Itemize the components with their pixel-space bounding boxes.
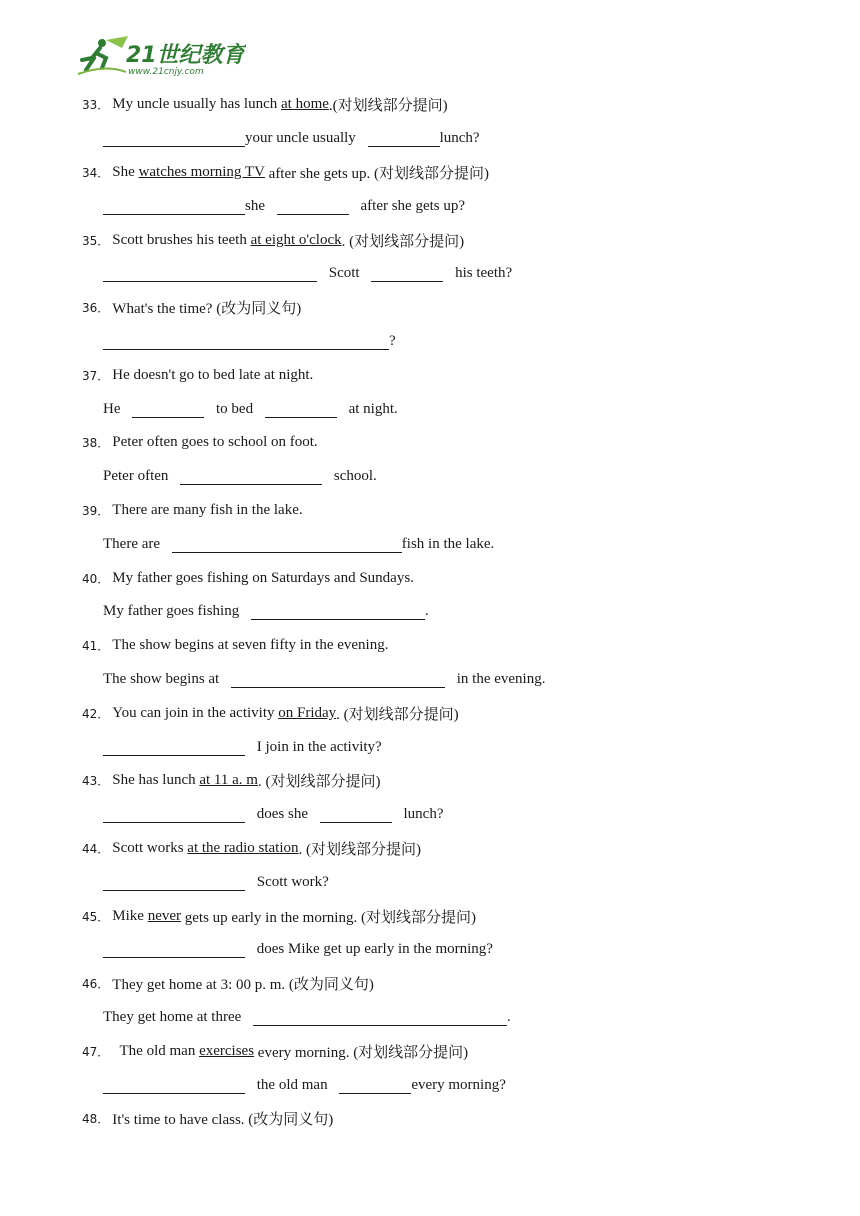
text-segment: He doesn't go to bed late at night. <box>112 366 314 383</box>
answer-line <box>82 865 782 899</box>
text-segment: his teeth? <box>451 265 513 282</box>
text-segment: My father goes fishing on Saturdays and Sundays. <box>112 569 414 586</box>
answer-blank[interactable] <box>103 198 245 215</box>
question-number: 43． <box>82 774 110 789</box>
svg-text:21世纪教育: 21世纪教育 <box>126 43 245 68</box>
svg-text:www.21cnjy.com: www.21cnjy.com <box>128 67 204 77</box>
question-number: 37． <box>82 368 110 383</box>
question-line <box>82 223 782 257</box>
text-segment: at night. <box>344 400 398 417</box>
text-segment: She has lunch <box>112 772 200 789</box>
answer-blank[interactable] <box>132 401 204 418</box>
question-number: 34． <box>82 165 110 180</box>
underlined-target-text: never <box>147 907 182 924</box>
underlined-target-text: on Friday <box>278 704 337 721</box>
underlined-target-text: at eight o'clock <box>250 231 342 248</box>
answer-blank[interactable] <box>172 536 402 553</box>
text-segment: They get home at 3: 00 p. m. (改为同义句) <box>112 977 374 994</box>
text-segment: Mike <box>112 907 148 924</box>
answer-blank[interactable] <box>180 468 322 485</box>
question-line <box>82 629 782 663</box>
text-segment: The show begins at seven fifty in the evening. <box>112 637 389 654</box>
text-segment: It's time to have class. (改为同义句) <box>112 1112 334 1129</box>
text-segment: . <box>507 1008 511 1025</box>
question-number: 36． <box>82 301 110 316</box>
text-segment: gets up early in the morning. (对划线部分提问) <box>181 909 476 926</box>
answer-line <box>82 392 782 426</box>
question-line <box>82 291 782 325</box>
answer-line <box>82 527 782 561</box>
text-segment: to bed <box>212 400 257 417</box>
question-line <box>82 967 782 1001</box>
text-segment: your uncle usually <box>245 130 360 147</box>
text-segment: He <box>103 400 125 417</box>
text-segment: she <box>245 197 269 214</box>
text-segment: What's the time? (改为同义句) <box>112 301 302 318</box>
question-number: 38． <box>82 436 110 451</box>
text-segment: lunch? <box>439 130 480 147</box>
answer-blank[interactable] <box>253 1009 507 1026</box>
answer-blank[interactable] <box>320 806 392 823</box>
question-number: 42． <box>82 706 110 721</box>
underlined-target-text: at 11 a. m <box>199 772 258 789</box>
question-line <box>82 156 782 190</box>
text-segment: Peter often goes to school on foot. <box>112 434 318 451</box>
text-segment: after she gets up? <box>356 197 466 214</box>
answer-line <box>82 325 782 359</box>
text-segment: My father goes fishing <box>103 603 243 620</box>
text-segment: does she <box>253 806 312 823</box>
text-segment: You can join in the activity <box>112 704 279 721</box>
text-segment: .(对划线部分提问) <box>328 98 448 115</box>
text-segment: I join in the activity? <box>253 738 382 755</box>
answer-blank[interactable] <box>368 130 440 147</box>
question-number: 35． <box>82 233 110 248</box>
text-segment: ? <box>389 332 396 349</box>
answer-blank[interactable] <box>251 603 425 620</box>
answer-blank[interactable] <box>231 671 445 688</box>
answer-blank[interactable] <box>103 1077 245 1094</box>
answer-blank[interactable] <box>277 198 349 215</box>
text-segment: Scott work? <box>253 873 329 890</box>
answer-blank[interactable] <box>103 333 389 350</box>
text-segment: fish in the lake. <box>401 535 495 552</box>
question-line <box>82 832 782 866</box>
text-segment: . (对划线部分提问) <box>257 774 381 791</box>
question-number: 39． <box>82 503 110 518</box>
text-segment: . (对划线部分提问) <box>341 233 465 250</box>
answer-blank[interactable] <box>103 265 317 282</box>
question-line <box>82 88 782 122</box>
text-segment: There are many fish in the lake. <box>112 501 303 518</box>
question-number: 48． <box>82 1112 110 1127</box>
answer-blank[interactable] <box>371 265 443 282</box>
question-line <box>82 899 782 933</box>
text-segment: . (对划线部分提问) <box>298 841 421 858</box>
question-line <box>82 696 782 730</box>
answer-line <box>82 1001 782 1035</box>
answer-blank[interactable] <box>103 130 245 147</box>
text-segment: There are <box>103 535 164 552</box>
answer-line <box>82 663 782 697</box>
question-line <box>82 358 782 392</box>
question-line <box>82 1034 782 1068</box>
question-number: 33． <box>82 98 110 113</box>
question-line <box>82 426 782 460</box>
question-line <box>82 494 782 528</box>
text-segment: the old man <box>253 1076 332 1093</box>
text-segment: The show begins at <box>103 670 223 687</box>
text-segment: every morning. (对划线部分提问) <box>254 1044 469 1061</box>
question-number: 45． <box>82 909 110 924</box>
text-segment: every morning? <box>411 1076 506 1093</box>
underlined-target-text: watches morning TV <box>138 163 265 180</box>
answer-blank[interactable] <box>103 806 245 823</box>
text-segment: lunch? <box>399 806 444 823</box>
question-line <box>82 1102 782 1136</box>
text-segment: . <box>424 603 429 620</box>
answer-line <box>82 798 782 832</box>
text-segment: school. <box>330 468 377 485</box>
underlined-target-text: at the radio station <box>187 839 299 856</box>
question-number: 47． <box>82 1044 110 1059</box>
answer-line <box>82 1068 782 1102</box>
text-segment: . (对划线部分提问) <box>336 706 459 723</box>
logo-runner-icon <box>76 34 246 78</box>
text-segment: Scott works <box>112 839 188 856</box>
question-line <box>82 561 782 595</box>
underlined-target-text: exercises <box>199 1042 255 1059</box>
answer-blank[interactable] <box>265 401 337 418</box>
text-segment: Peter often <box>103 468 173 485</box>
text-segment: They get home at three <box>103 1008 246 1025</box>
answer-line <box>82 933 782 967</box>
text-segment: after she gets up. (对划线部分提问) <box>264 165 490 182</box>
answer-line <box>82 460 782 494</box>
answer-line <box>82 595 782 629</box>
exercise-list <box>82 88 782 1136</box>
question-number: 40． <box>82 571 110 586</box>
answer-line <box>82 189 782 223</box>
text-segment: My uncle usually has lunch <box>112 96 282 113</box>
answer-blank[interactable] <box>103 739 245 756</box>
question-line <box>82 764 782 798</box>
site-logo <box>76 34 246 78</box>
answer-blank[interactable] <box>339 1077 411 1094</box>
question-number: 46． <box>82 977 110 992</box>
answer-line <box>82 122 782 156</box>
text-segment: does Mike get up early in the morning? <box>253 941 493 958</box>
text-segment: Scott <box>325 265 364 282</box>
answer-blank[interactable] <box>103 874 245 891</box>
underlined-target-text: at home <box>281 96 329 113</box>
question-number: 44． <box>82 841 110 856</box>
question-number: 41． <box>82 639 110 654</box>
text-segment: Scott brushes his teeth <box>112 231 251 248</box>
answer-line <box>82 257 782 291</box>
text-segment: The old man <box>112 1042 200 1059</box>
answer-line <box>82 730 782 764</box>
answer-blank[interactable] <box>103 941 245 958</box>
text-segment: in the evening. <box>452 670 546 687</box>
text-segment: She <box>112 163 139 180</box>
